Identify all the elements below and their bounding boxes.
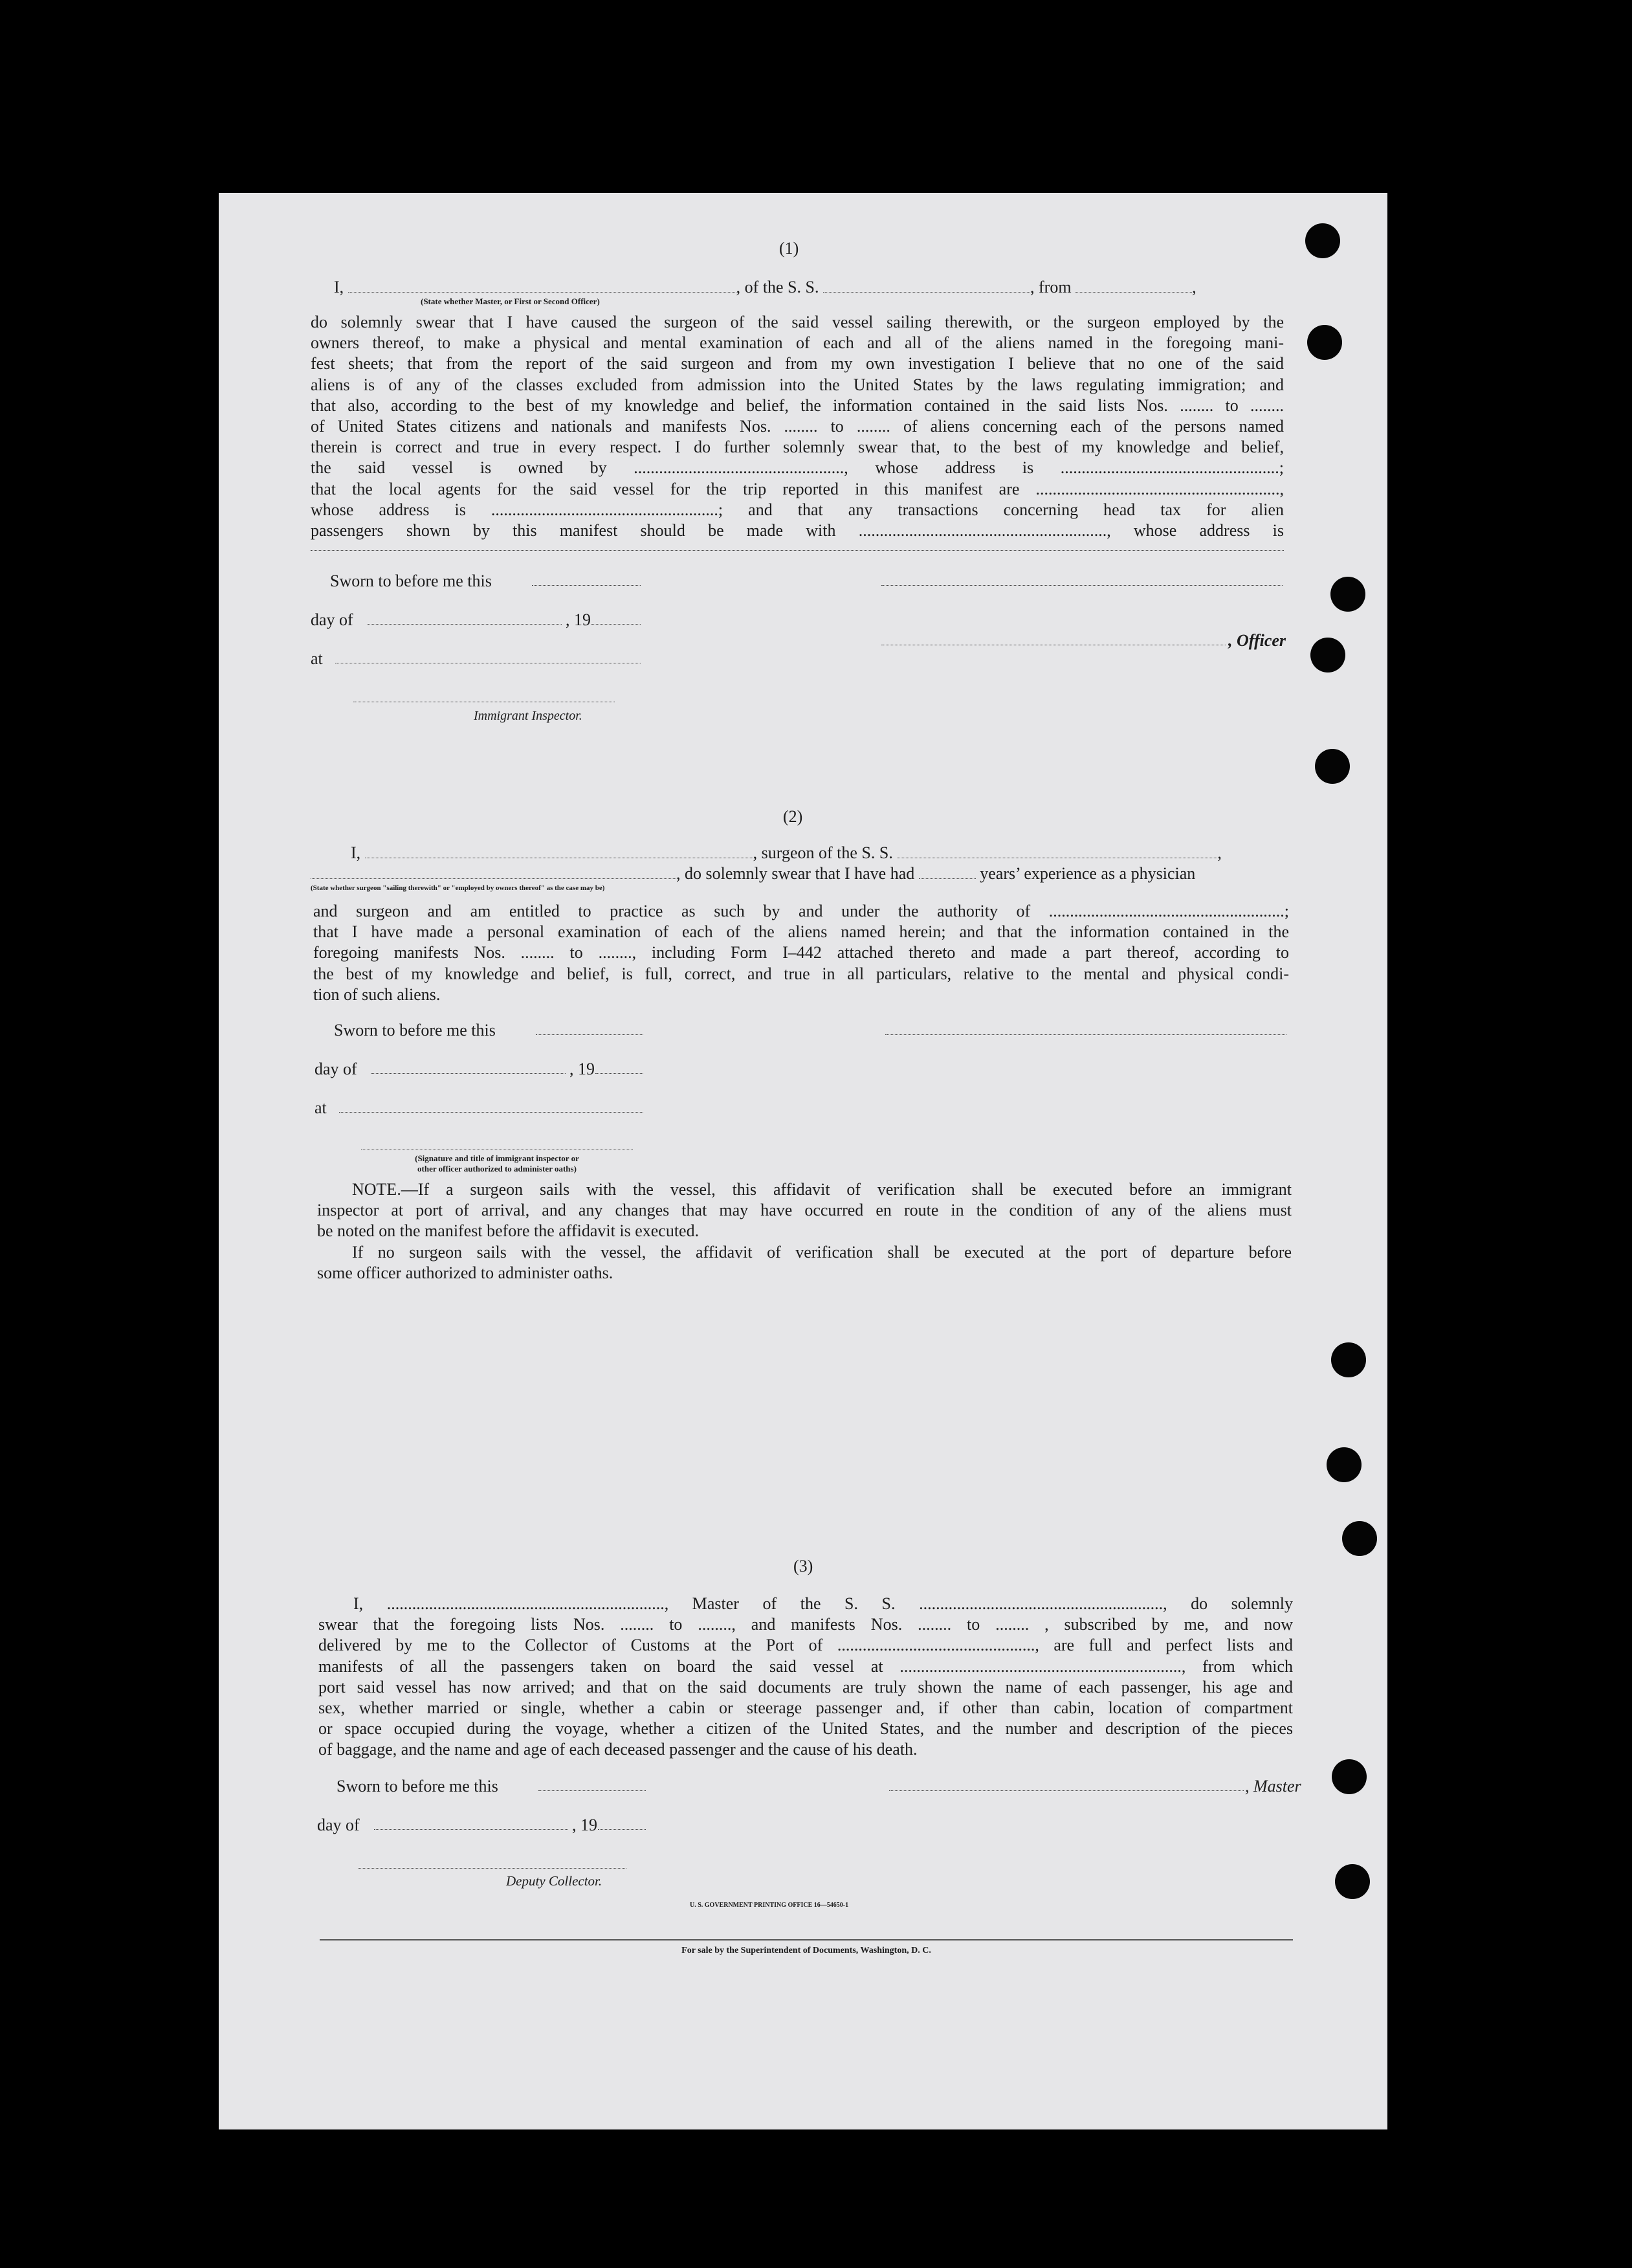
s2-years-text: years’ experience as a physician xyxy=(980,864,1196,883)
s1-oath-line: that also, according to the best of my knowledge and belief, the information contained in the said lists Nos. ........ to ........ xyxy=(311,395,1284,415)
binder-hole xyxy=(1315,749,1350,784)
s1-oath-line: aliens is of any of the classes excluded from admission into the United States by the laws regulating immigration; and xyxy=(311,375,1284,394)
binder-hole xyxy=(1331,1342,1366,1377)
binder-hole xyxy=(1332,1759,1367,1794)
s3-oath-line: swear that the foregoing lists Nos. ........ to ........, and manifests Nos. ........ to ........ , subscribed by me, and now xyxy=(318,1615,1293,1634)
binder-hole xyxy=(1330,577,1365,612)
s1-oath-line: owners thereof, to make a physical and mental examination of each and all of the aliens named in the foregoing mani- xyxy=(311,333,1284,353)
s1-officer-signature-line[interactable] xyxy=(881,585,1283,586)
s2-lead-comma: , xyxy=(1217,843,1222,862)
s1-lead-i: I, xyxy=(334,278,344,296)
s1-oath-paragraph xyxy=(311,312,1284,541)
s1-lead-from: , from xyxy=(1030,278,1072,296)
s1-at-label: at xyxy=(311,649,323,668)
s1-lead-comma: , xyxy=(1192,278,1196,296)
binder-hole xyxy=(1310,638,1345,673)
s1-oath-line: of United States citizens and nationals and manifests Nos. ........ to ........ of aliens concerning each of the persons named xyxy=(311,417,1284,436)
s2-oath-line: the best of my knowledge and belief, is full, correct, and true in all particulars, relative to the mental and physical condi- xyxy=(313,964,1289,983)
s3-day-field[interactable] xyxy=(374,1829,568,1830)
s2-note-line: NOTE.—If a surgeon sails with the vessel, this affidavit of verification shall be executed before an immigrant xyxy=(352,1180,1292,1199)
s2-status-note: (State whether surgeon "sailing therewith" or "employed by owners thereof" as the case may be) xyxy=(311,884,605,892)
s3-oath-paragraph xyxy=(318,1594,1293,1761)
s2-oath-line: and surgeon and am entitled to practice as such by and under the authority of ........................................................; xyxy=(313,902,1289,920)
s1-lead-line xyxy=(334,277,1308,298)
s3-deputy-label: Deputy Collector. xyxy=(506,1873,602,1889)
s1-oath-line: that the local agents for the said vessel for the trip reported in this manifest are .........................................................., xyxy=(311,479,1284,498)
s1-oath-line: fest sheets; that from the report of the said surgeon and from my own investigation I believe that no one of the said xyxy=(311,354,1284,373)
s1-title-note: (State whether Master, or First or Second Officer) xyxy=(421,296,600,306)
s1-day-of-label: day of xyxy=(311,610,353,629)
s1-oath-line: do solemnly swear that I have caused the surgeon of the said vessel sailing therewith, or the surgeon employed by the xyxy=(311,313,1284,331)
s2-sig-note-1: (Signature and title of immigrant inspector or xyxy=(415,1153,579,1163)
s3-deputy-signature-line[interactable] xyxy=(358,1868,626,1869)
s2-day-of-label: day of xyxy=(314,1060,357,1078)
form-page xyxy=(219,193,1387,2129)
s2-status-field[interactable] xyxy=(311,878,676,879)
s2-lead-surgeon: , surgeon of the S. S. xyxy=(753,843,893,862)
s1-oath-line: whose address is ......................................................; and that any transactions concerning head tax for alien xyxy=(311,500,1284,519)
s2-lead-i: I, xyxy=(351,843,361,862)
s2-oath-line: foregoing manifests Nos. ........ to ........, including Form I–442 attached thereto and made a part thereof, according to xyxy=(313,943,1289,962)
s3-oath-line: sex, whether married or single, whether a cabin or steerage passenger and, if other than cabin, location of compartment xyxy=(318,1698,1293,1718)
s1-vessel-field[interactable] xyxy=(823,292,1030,293)
s3-year-label: , 19 xyxy=(572,1816,597,1834)
s3-oath-line: or space occupied during the voyage, whether a citizen of the United States, and the number and description of the pieces xyxy=(318,1719,1293,1739)
s2-signature-line[interactable] xyxy=(885,1034,1286,1035)
s3-sworn-field[interactable] xyxy=(538,1790,646,1791)
s1-year-field[interactable] xyxy=(591,624,641,625)
s2-oath-line: that I have made a personal examination of each of the aliens named herein; and that the information contained in the xyxy=(313,922,1289,942)
s2-sworn-field[interactable] xyxy=(536,1034,643,1035)
s2-at-field[interactable] xyxy=(339,1112,643,1113)
section-1-heading: (1) xyxy=(779,239,799,258)
s2-oath-paragraph xyxy=(313,901,1289,1005)
s2-year-field[interactable] xyxy=(595,1073,643,1074)
s2-day-field[interactable] xyxy=(371,1073,566,1074)
s1-sworn-label: Sworn to before me this xyxy=(330,572,492,590)
s3-sworn-label: Sworn to before me this xyxy=(336,1777,498,1796)
s3-year-field[interactable] xyxy=(598,1829,646,1830)
s2-years-field[interactable] xyxy=(919,878,976,879)
s2-sworn-label: Sworn to before me this xyxy=(334,1021,496,1040)
s2-at-label: at xyxy=(314,1098,327,1117)
binder-hole xyxy=(1305,223,1340,258)
s2-note-line: If no surgeon sails with the vessel, the affidavit of verification shall be executed at the port of departure before xyxy=(352,1242,1292,1262)
s2-note-line: be noted on the manifest before the affidavit is executed. xyxy=(317,1221,700,1241)
binder-hole xyxy=(1307,325,1342,360)
s3-oath-line: delivered by me to the Collector of Customs at the Port of ..............................................., are full and perfect lists and xyxy=(318,1636,1293,1655)
s1-oath-line: therein is correct and true in every respect. I do further solemnly swear that, to the best of my knowledge and belief, xyxy=(311,438,1284,457)
s2-lead-line xyxy=(351,843,1286,863)
s1-year-label: , 19 xyxy=(566,610,591,629)
s2-year-label: , 19 xyxy=(569,1060,595,1078)
s1-officer-label: , Officer xyxy=(1228,631,1286,650)
s1-sworn-field[interactable] xyxy=(532,585,641,586)
s3-oath-line: I, .................................................................., Master of the S. S. .........................................................., do solemnly xyxy=(353,1594,1293,1613)
s1-from-port-field[interactable] xyxy=(1075,292,1192,293)
binder-hole xyxy=(1335,1864,1370,1899)
s2-note-line: some officer authorized to administer oaths. xyxy=(317,1263,613,1282)
s2-oath-line: tion of such aliens. xyxy=(313,984,441,1004)
section-2-heading: (2) xyxy=(783,807,803,826)
footer-rule xyxy=(320,1939,1293,1940)
s1-oath-line: the said vessel is owned by .................................................., whose address is ....................................................; xyxy=(311,458,1284,478)
s2-swear-line xyxy=(311,863,1286,884)
s2-sig-note-2: other officer authorized to administer oaths) xyxy=(417,1164,577,1173)
s3-master-signature-line[interactable] xyxy=(889,1790,1244,1791)
s1-continuation-line[interactable] xyxy=(311,550,1284,551)
s1-day-field[interactable] xyxy=(368,624,562,625)
s3-day-of-label: day of xyxy=(317,1816,360,1834)
sale-imprint: For sale by the Superintendent of Documents, Washington, D. C. xyxy=(681,1946,931,1955)
binder-hole xyxy=(1327,1447,1362,1482)
s2-swear-text: , do solemnly swear that I have had xyxy=(676,864,915,883)
gpo-imprint: U. S. GOVERNMENT PRINTING OFFICE 16—54650-1 xyxy=(690,1902,849,1909)
binder-hole xyxy=(1342,1521,1377,1556)
section-3-heading: (3) xyxy=(793,1557,813,1575)
s2-note-line: inspector at port of arrival, and any changes that may have occurred en route in the condition of any of the aliens must xyxy=(317,1201,1292,1220)
s3-oath-line: of baggage, and the name and age of each deceased passenger and the cause of his death. xyxy=(318,1740,918,1759)
s1-oath-line: passengers shown by this manifest should be made with ..........................................................., whose address is xyxy=(311,521,1284,540)
s1-inspector-label: Immigrant Inspector. xyxy=(474,709,582,723)
s3-master-label: , Master xyxy=(1245,1777,1301,1796)
s3-oath-line: port said vessel has now arrived; and that on the said documents are truly shown the name of each passenger, his age and xyxy=(318,1677,1293,1696)
s1-officer-name-field[interactable] xyxy=(348,292,736,293)
s1-lead-ofss: , of the S. S. xyxy=(736,278,819,296)
s3-oath-line: manifests of all the passengers taken on board the said vessel at ..................................................................., from which xyxy=(318,1656,1293,1676)
s2-note-paragraph xyxy=(317,1179,1292,1284)
